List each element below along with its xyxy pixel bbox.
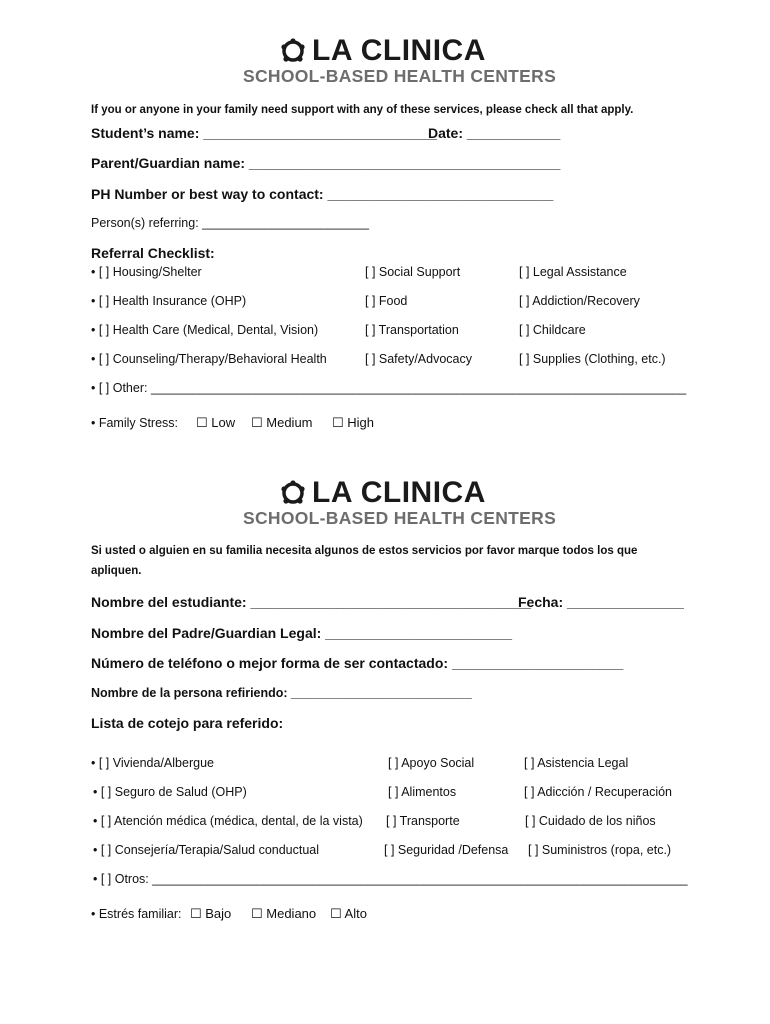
checklist-item-other[interactable]: • [ ] Other: _____________________________________________________________________________ bbox=[91, 381, 687, 395]
family-stress-label: • Family Stress: bbox=[91, 416, 179, 430]
lista-cotejo-title: Lista de cotejo para referido: bbox=[91, 715, 284, 731]
estres-bajo-checkbox[interactable]: ☐ Bajo bbox=[190, 906, 232, 921]
lista-item-otros[interactable]: • [ ] Otros: _____________________________________________________________________________ bbox=[93, 872, 688, 886]
parent-name-field[interactable]: Parent/Guardian name: ________________________________________ bbox=[91, 155, 561, 171]
checklist-item-safety-advocacy[interactable]: [ ] Safety/Advocacy bbox=[365, 352, 472, 366]
logo-bottom bbox=[0, 472, 770, 532]
referring-field[interactable]: Person(s) referring: ________________________ bbox=[91, 216, 369, 230]
la-clinica-logo-icon bbox=[280, 480, 306, 506]
lista-item-seguridad[interactable]: [ ] Seguridad /Defensa bbox=[384, 843, 509, 857]
english-intro: If you or anyone in your family need support with any of these services, please check all that apply. bbox=[91, 104, 634, 116]
la-clinica-logo-icon bbox=[280, 38, 306, 64]
lista-item-transporte[interactable]: [ ] Transporte bbox=[386, 814, 460, 828]
checklist-item-health-care[interactable]: • [ ] Health Care (Medical, Dental, Vision) bbox=[91, 323, 319, 337]
checklist-title: Referral Checklist: bbox=[91, 245, 215, 261]
checklist-item-counseling[interactable]: • [ ] Counseling/Therapy/Behavioral Health bbox=[91, 352, 327, 366]
stress-medium-checkbox[interactable]: ☐ Medium bbox=[251, 415, 313, 430]
lista-item-cuidado-ninos[interactable]: [ ] Cuidado de los niños bbox=[525, 814, 656, 828]
date-field[interactable]: Date: ____________ bbox=[428, 125, 561, 141]
lista-item-adiccion[interactable]: [ ] Adicción / Recuperación bbox=[524, 785, 672, 799]
nombre-padre-field[interactable]: Nombre del Padre/Guardian Legal: ________________________ bbox=[91, 625, 513, 641]
spanish-intro-line1: Si usted o alguien en su familia necesita algunos de estos servicios por favor marque todos los que bbox=[91, 545, 638, 557]
lista-item-asistencia-legal[interactable]: [ ] Asistencia Legal bbox=[524, 756, 629, 770]
stress-high-checkbox[interactable]: ☐ High bbox=[332, 415, 375, 430]
persona-refiriendo-field[interactable]: Nombre de la persona refiriendo: __________________________ bbox=[91, 686, 472, 700]
checklist-item-legal-assistance[interactable]: [ ] Legal Assistance bbox=[519, 265, 627, 279]
lista-item-consejeria[interactable]: • [ ] Consejería/Terapia/Salud conductual bbox=[93, 843, 320, 857]
logo-wordmark bbox=[280, 476, 486, 510]
checklist-item-housing[interactable]: • [ ] Housing/Shelter bbox=[91, 265, 202, 279]
stress-low-checkbox[interactable]: ☐ Low bbox=[196, 415, 236, 430]
lista-item-seguro-salud[interactable]: • [ ] Seguro de Salud (OHP) bbox=[93, 785, 247, 799]
nombre-estudiante-field[interactable]: Nombre del estudiante: ____________________________________ bbox=[91, 594, 531, 610]
checklist-item-transportation[interactable]: [ ] Transportation bbox=[365, 323, 459, 337]
logo-subtitle: SCHOOL-BASED HEALTH CENTERS bbox=[243, 508, 557, 528]
lista-item-apoyo-social[interactable]: [ ] Apoyo Social bbox=[388, 756, 475, 770]
estres-familiar-label: • Estrés familiar: bbox=[91, 907, 182, 921]
lista-item-vivienda[interactable]: • [ ] Vivienda/Albergue bbox=[91, 756, 214, 770]
estres-alto-checkbox[interactable]: ☐ Alto bbox=[330, 906, 367, 921]
checklist-item-supplies[interactable]: [ ] Supplies (Clothing, etc.) bbox=[519, 352, 666, 366]
lista-item-suministros[interactable]: [ ] Suministros (ropa, etc.) bbox=[528, 843, 672, 857]
checklist-item-health-insurance[interactable]: • [ ] Health Insurance (OHP) bbox=[91, 294, 247, 308]
checklist-item-social-support[interactable]: [ ] Social Support bbox=[365, 265, 461, 279]
phone-field[interactable]: PH Number or best way to contact: _____________________________ bbox=[91, 186, 554, 202]
logo-wordmark bbox=[280, 34, 486, 68]
checklist-item-childcare[interactable]: [ ] Childcare bbox=[519, 323, 586, 337]
logo-name: LA CLINICA bbox=[312, 34, 486, 67]
telefono-field[interactable]: Número de teléfono o mejor forma de ser contactado: ______________________ bbox=[91, 655, 624, 671]
lista-item-atencion-medica[interactable]: • [ ] Atención médica (médica, dental, de la vista) bbox=[93, 814, 363, 828]
lista-item-alimentos[interactable]: [ ] Alimentos bbox=[388, 785, 457, 799]
estres-mediano-checkbox[interactable]: ☐ Mediano bbox=[251, 906, 317, 921]
checklist-item-food[interactable]: [ ] Food bbox=[365, 294, 408, 308]
spanish-intro-line2: apliquen. bbox=[91, 565, 142, 577]
logo-subtitle: SCHOOL-BASED HEALTH CENTERS bbox=[243, 66, 557, 86]
checklist-item-addiction-recovery[interactable]: [ ] Addiction/Recovery bbox=[519, 294, 640, 308]
logo-top bbox=[0, 30, 770, 90]
fecha-field[interactable]: Fecha: _______________ bbox=[518, 594, 684, 610]
logo-name: LA CLINICA bbox=[312, 476, 486, 509]
student-name-field[interactable]: Student’s name: ______________________________ bbox=[91, 125, 437, 141]
